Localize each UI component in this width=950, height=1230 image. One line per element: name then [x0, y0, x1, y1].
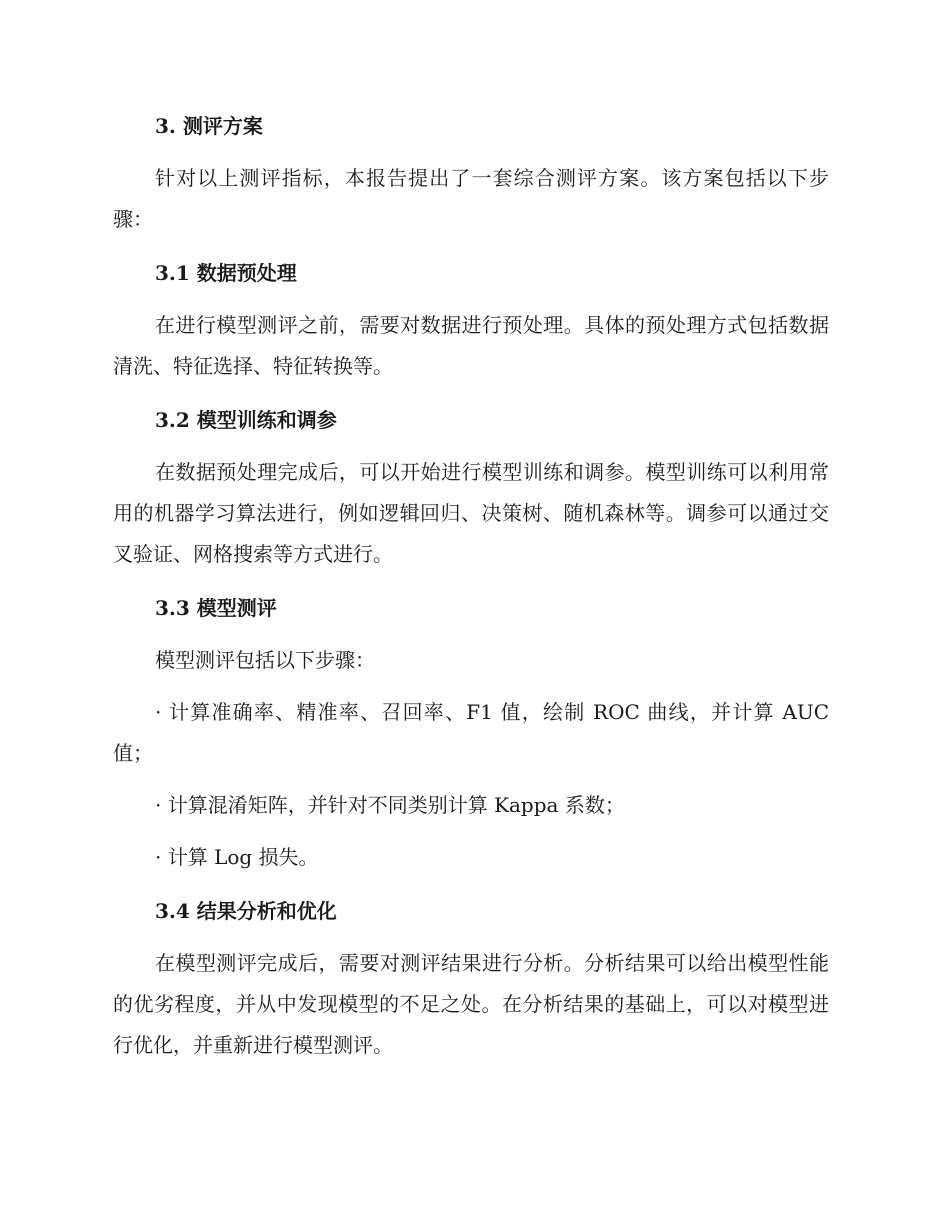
heading-3-2: 3.2 模型训练和调参	[155, 408, 337, 432]
heading-3-1: 3.1 数据预处理	[155, 261, 297, 285]
paragraph-3-1: 在进行模型测评之前，需要对数据进行预处理。具体的预处理方式包括数据清洗、特征选择、特征转换等。	[113, 313, 829, 378]
heading-3: 3. 测评方案	[155, 114, 263, 138]
bullet-item: · 计算准确率、精准率、召回率、F1 值，绘制 ROC 曲线，并计算 AUC 值；	[113, 700, 829, 765]
intro-paragraph: 针对以上测评指标，本报告提出了一套综合测评方案。该方案包括以下步骤：	[113, 166, 829, 231]
bullet-item: · 计算 Log 损失。	[155, 845, 319, 869]
heading-3-3: 3.3 模型测评	[155, 596, 277, 620]
document-body	[113, 104, 829, 1066]
paragraph-3-2: 在数据预处理完成后，可以开始进行模型训练和调参。模型训练可以利用常用的机器学习算法进行，例如逻辑回归、决策树、随机森林等。调参可以通过交叉验证、网格搜索等方式进行。	[113, 460, 829, 566]
bullet-item: · 计算混淆矩阵，并针对不同类别计算 Kappa 系数；	[155, 793, 625, 817]
heading-3-4: 3.4 结果分析和优化	[155, 899, 337, 923]
paragraph-3-3: 模型测评包括以下步骤：	[155, 648, 375, 672]
paragraph-3-4: 在模型测评完成后，需要对测评结果进行分析。分析结果可以给出模型性能的优劣程度，并从中发现模型的不足之处。在分析结果的基础上，可以对模型进行优化，并重新进行模型测评。	[113, 951, 829, 1057]
